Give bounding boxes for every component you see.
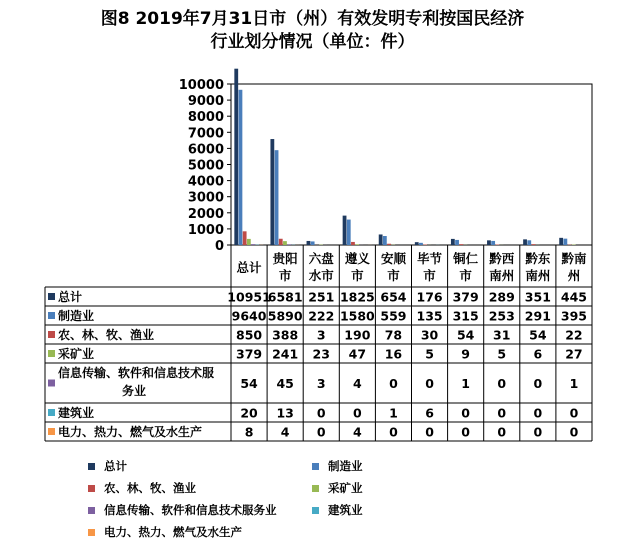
data-label: 4	[352, 424, 362, 440]
bar	[270, 139, 274, 245]
bar	[559, 238, 563, 245]
bar	[459, 244, 463, 245]
data-label: 54	[456, 327, 475, 343]
legend-item	[88, 524, 242, 540]
data-label: 445	[560, 289, 587, 305]
y-tick-label: 8000	[187, 110, 224, 126]
data-label: 8	[244, 424, 254, 440]
data-label: 4	[352, 376, 362, 391]
data-label: 291	[524, 308, 551, 324]
category-label: 黔西	[489, 251, 515, 266]
bar	[251, 244, 255, 245]
data-label: 379	[452, 289, 479, 305]
row-label: 电力、热力、燃气及水生产	[58, 425, 203, 439]
bar	[527, 240, 531, 245]
data-label: 388	[272, 327, 299, 343]
data-label: 47	[348, 346, 367, 362]
data-label: 0	[497, 424, 507, 440]
category-label: 总计	[236, 260, 262, 275]
y-tick-label: 0	[214, 239, 224, 254]
y-tick-label: 1000	[187, 222, 224, 238]
category-label: 安顺	[380, 251, 406, 266]
legend-item	[88, 458, 127, 474]
chart-title-line-2: 行业划分情况（单位：件）	[210, 32, 415, 52]
bar	[347, 220, 351, 245]
row-legend-key	[48, 312, 55, 319]
category-label: 铜仁	[453, 251, 479, 266]
category-label: 贵阳	[272, 251, 298, 266]
data-label: 6581	[267, 289, 303, 305]
data-label: 850	[236, 327, 263, 343]
bar	[355, 244, 359, 245]
legend-label: 信息传输、软件和信息技术服务业	[104, 503, 277, 517]
category-label: 市	[278, 268, 292, 283]
data-label: 6	[425, 405, 434, 421]
data-label: 5	[497, 346, 507, 362]
data-label: 0	[533, 424, 543, 440]
legend-swatch	[88, 507, 95, 514]
data-label: 20	[240, 405, 258, 421]
legend-swatch	[88, 485, 95, 492]
bar	[275, 150, 279, 245]
data-label: 1	[461, 376, 471, 391]
legend-swatch	[312, 507, 319, 514]
bar	[487, 240, 491, 245]
data-label: 22	[565, 327, 583, 343]
legend-item	[88, 480, 196, 496]
data-label: 1580	[339, 308, 375, 324]
row-label: 制造业	[58, 309, 95, 323]
data-label: 1	[389, 405, 398, 421]
data-label: 31	[493, 327, 511, 343]
bar	[532, 244, 536, 245]
data-label: 9640	[231, 308, 267, 324]
row-legend-key	[48, 409, 55, 416]
legend-swatch	[88, 463, 95, 470]
category-label: 市	[423, 268, 436, 283]
data-label: 1	[569, 376, 579, 391]
y-tick-label: 3000	[187, 190, 224, 206]
bar	[379, 234, 383, 245]
data-label: 5890	[267, 308, 303, 324]
bar	[351, 242, 355, 245]
data-label: 222	[308, 308, 335, 324]
bar	[279, 239, 283, 245]
category-label: 毕节	[417, 251, 443, 266]
data-label: 559	[380, 308, 407, 324]
bar	[387, 244, 391, 245]
row-label: 建筑业	[58, 406, 95, 420]
legend-label: 电力、热力、燃气及水生产	[104, 525, 242, 539]
bar	[287, 244, 291, 245]
category-label: 水市	[308, 268, 334, 283]
data-label: 379	[236, 346, 263, 362]
data-label: 4	[280, 424, 290, 440]
category-label: 市	[459, 268, 472, 283]
bar	[283, 241, 287, 245]
category-label: 黔南	[561, 251, 587, 266]
data-label: 351	[524, 289, 551, 305]
chart-title-line-1: 图8 2019年7月31日市（州）有效发明专利按国民经济	[100, 9, 525, 29]
row-label: 总计	[58, 290, 83, 304]
data-label: 289	[488, 289, 515, 305]
data-label: 176	[416, 289, 443, 305]
category-label: 黔东	[525, 251, 551, 266]
data-label: 654	[380, 289, 407, 305]
data-label: 0	[389, 376, 398, 391]
category-label: 南州	[525, 268, 551, 283]
legend-swatch	[312, 463, 319, 470]
y-tick-label: 4000	[187, 174, 224, 190]
bar	[383, 236, 387, 245]
data-label: 253	[488, 308, 515, 324]
row-legend-key	[48, 350, 55, 357]
row-legend-key	[48, 293, 55, 300]
data-label: 135	[416, 308, 443, 324]
bar	[307, 241, 311, 245]
data-label: 0	[352, 405, 362, 421]
data-label: 0	[425, 376, 434, 391]
category-label: 市	[387, 268, 400, 283]
y-tick-label: 2000	[187, 206, 224, 222]
data-label: 0	[425, 424, 434, 440]
bar	[563, 239, 567, 245]
data-label: 0	[569, 424, 579, 440]
legend-swatch	[88, 529, 95, 536]
bar	[239, 90, 243, 245]
data-label: 241	[272, 346, 299, 362]
row-label: 务业	[121, 384, 147, 398]
data-label: 1825	[339, 289, 375, 305]
legend-swatch	[312, 485, 319, 492]
y-tick-label: 5000	[187, 158, 224, 174]
data-label: 0	[316, 405, 326, 421]
data-label: 190	[344, 327, 371, 343]
data-label: 0	[316, 424, 326, 440]
bar	[491, 241, 495, 245]
legend-item	[88, 502, 277, 518]
legend-label: 采矿业	[328, 481, 363, 495]
data-label: 13	[276, 405, 294, 421]
bar	[523, 239, 527, 245]
legend-label: 建筑业	[328, 503, 363, 517]
data-label: 9	[461, 346, 471, 362]
bar	[311, 241, 315, 245]
bar	[415, 242, 419, 245]
category-label: 遵义	[344, 251, 370, 266]
y-tick-label: 9000	[187, 94, 224, 110]
data-label: 27	[565, 346, 583, 362]
bar	[419, 243, 423, 245]
data-label: 16	[384, 346, 403, 362]
data-label: 315	[452, 308, 479, 324]
data-label: 0	[497, 376, 507, 391]
data-label: 395	[560, 308, 587, 324]
data-label: 3	[316, 376, 326, 391]
data-label: 78	[384, 327, 403, 343]
bar	[343, 216, 347, 245]
data-label: 54	[529, 327, 547, 343]
bar	[243, 231, 247, 245]
data-label: 10951	[227, 289, 271, 305]
category-label: 南州	[489, 268, 515, 283]
y-tick-label: 10000	[178, 78, 224, 93]
bar	[451, 239, 455, 245]
data-label: 0	[461, 405, 471, 421]
data-label: 0	[569, 405, 579, 421]
row-label: 农、林、牧、渔业	[58, 328, 155, 342]
plot-area	[231, 84, 592, 245]
legend-label: 农、林、牧、渔业	[104, 481, 196, 495]
data-label: 45	[276, 376, 294, 391]
y-tick-label: 7000	[187, 126, 224, 142]
bar	[455, 240, 459, 245]
data-label: 54	[240, 376, 258, 391]
legend-label: 制造业	[328, 459, 363, 473]
data-label: 30	[420, 327, 439, 343]
category-label: 六盘	[308, 251, 334, 266]
row-label: 采矿业	[58, 347, 95, 361]
row-legend-key	[48, 428, 55, 435]
data-label: 5	[425, 346, 434, 362]
data-label: 0	[533, 376, 543, 391]
data-label: 0	[533, 405, 543, 421]
legend-item	[312, 480, 363, 496]
category-label: 州	[567, 268, 581, 283]
data-label: 0	[389, 424, 398, 440]
data-label: 6	[533, 346, 543, 362]
row-legend-key	[48, 380, 55, 387]
y-tick-label: 6000	[187, 142, 224, 158]
data-label: 0	[461, 424, 471, 440]
legend-item	[312, 502, 363, 518]
bar	[234, 69, 238, 245]
category-label: 市	[351, 268, 364, 283]
data-label: 251	[308, 289, 335, 305]
row-legend-key	[48, 331, 55, 338]
row-label: 信息传输、软件和信息技术服	[58, 366, 215, 380]
data-label: 0	[497, 405, 507, 421]
data-label: 3	[316, 327, 326, 343]
data-label: 23	[312, 346, 330, 362]
legend-label: 总计	[104, 459, 127, 473]
legend-item	[312, 458, 363, 474]
bar	[247, 239, 251, 245]
